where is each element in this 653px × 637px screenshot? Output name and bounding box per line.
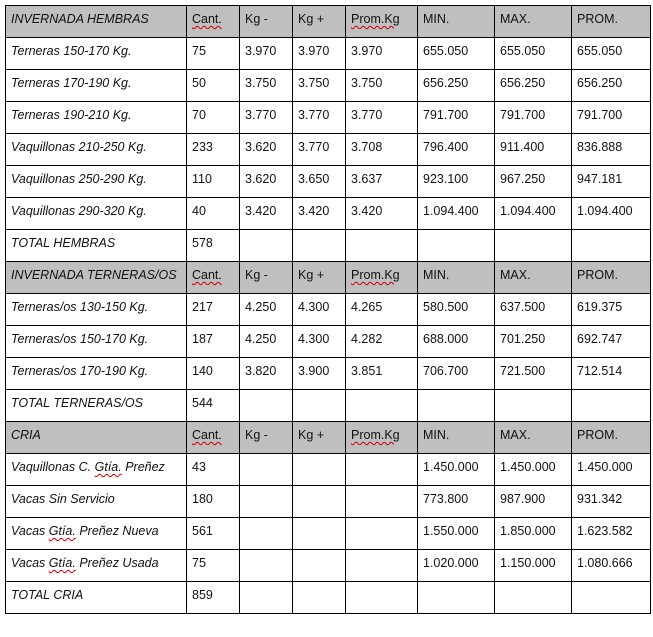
cell-kg-min bbox=[240, 486, 293, 518]
row-label: Vaquillonas 290-320 Kg. bbox=[6, 198, 187, 230]
column-header-label: Kg + bbox=[298, 428, 325, 442]
spellcheck-word: Gtía. bbox=[48, 524, 76, 538]
cell-prom-kg: 4.282 bbox=[346, 326, 418, 358]
cell-max: 637.500 bbox=[495, 294, 572, 326]
cell-prom: 655.050 bbox=[572, 38, 651, 70]
cell-prom-kg bbox=[346, 518, 418, 550]
cell-kg-max: 4.300 bbox=[293, 326, 346, 358]
cell-min: 791.700 bbox=[418, 102, 495, 134]
cell-kg-min: 4.250 bbox=[240, 326, 293, 358]
cell-prom: 712.514 bbox=[572, 358, 651, 390]
column-header bbox=[418, 262, 495, 294]
cell-cant: 233 bbox=[187, 134, 240, 166]
row-label: Vaquillonas 210-250 Kg. bbox=[6, 134, 187, 166]
row-label: Terneras 190-210 Kg. bbox=[6, 102, 187, 134]
cell-kg-min bbox=[240, 550, 293, 582]
column-header-label: MIN. bbox=[423, 268, 450, 282]
cell-cant: 75 bbox=[187, 550, 240, 582]
cell-kg-min bbox=[240, 454, 293, 486]
empty-cell bbox=[572, 390, 651, 422]
empty-cell bbox=[418, 230, 495, 262]
row-label: Vaquillonas C. Gtía. Preñez bbox=[6, 454, 187, 486]
column-header-label: Prom.Kg bbox=[351, 268, 400, 282]
total-row bbox=[6, 230, 651, 262]
cell-prom-kg bbox=[346, 550, 418, 582]
cell-kg-min: 3.620 bbox=[240, 134, 293, 166]
empty-cell bbox=[418, 390, 495, 422]
cell-cant: 110 bbox=[187, 166, 240, 198]
section-header-row bbox=[6, 422, 651, 454]
column-header bbox=[346, 422, 418, 454]
cell-prom: 692.747 bbox=[572, 326, 651, 358]
table-row bbox=[6, 70, 651, 102]
row-label: Terneras 170-190 Kg. bbox=[6, 70, 187, 102]
column-header-label: MAX. bbox=[500, 428, 531, 442]
empty-cell bbox=[293, 230, 346, 262]
cell-max: 1.850.000 bbox=[495, 518, 572, 550]
livestock-price-table bbox=[5, 5, 651, 614]
table-row bbox=[6, 102, 651, 134]
table-row bbox=[6, 294, 651, 326]
cell-prom: 1.450.000 bbox=[572, 454, 651, 486]
total-row bbox=[6, 390, 651, 422]
column-header bbox=[418, 422, 495, 454]
cell-prom-kg: 3.637 bbox=[346, 166, 418, 198]
cell-kg-max: 3.650 bbox=[293, 166, 346, 198]
column-header bbox=[572, 6, 651, 38]
column-header bbox=[495, 422, 572, 454]
column-header-label: Kg - bbox=[245, 428, 268, 442]
empty-cell bbox=[346, 230, 418, 262]
empty-cell bbox=[495, 582, 572, 614]
cell-prom-kg bbox=[346, 454, 418, 486]
column-header-label: Kg + bbox=[298, 12, 325, 26]
cell-max: 656.250 bbox=[495, 70, 572, 102]
cell-kg-max bbox=[293, 518, 346, 550]
cell-cant: 180 bbox=[187, 486, 240, 518]
total-cant: 859 bbox=[187, 582, 240, 614]
empty-cell bbox=[240, 390, 293, 422]
cell-kg-min bbox=[240, 518, 293, 550]
column-header bbox=[240, 262, 293, 294]
section-header-row bbox=[6, 6, 651, 38]
cell-kg-min: 3.970 bbox=[240, 38, 293, 70]
column-header bbox=[346, 262, 418, 294]
empty-cell bbox=[572, 230, 651, 262]
cell-min: 706.700 bbox=[418, 358, 495, 390]
cell-kg-max: 3.770 bbox=[293, 134, 346, 166]
cell-kg-min: 4.250 bbox=[240, 294, 293, 326]
empty-cell bbox=[346, 390, 418, 422]
cell-cant: 75 bbox=[187, 38, 240, 70]
cell-max: 911.400 bbox=[495, 134, 572, 166]
empty-cell bbox=[293, 582, 346, 614]
cell-kg-min: 3.620 bbox=[240, 166, 293, 198]
cell-max: 721.500 bbox=[495, 358, 572, 390]
cell-prom-kg: 3.851 bbox=[346, 358, 418, 390]
section-title: INVERNADA TERNERAS/OS bbox=[6, 262, 187, 294]
column-header-label: PROM. bbox=[577, 12, 618, 26]
empty-cell bbox=[495, 390, 572, 422]
cell-prom: 656.250 bbox=[572, 70, 651, 102]
cell-prom: 1.080.666 bbox=[572, 550, 651, 582]
cell-kg-min: 3.820 bbox=[240, 358, 293, 390]
column-header-label: MAX. bbox=[500, 12, 531, 26]
cell-min: 655.050 bbox=[418, 38, 495, 70]
column-header bbox=[495, 6, 572, 38]
column-header-label: MIN. bbox=[423, 428, 450, 442]
cell-prom: 836.888 bbox=[572, 134, 651, 166]
cell-prom-kg: 3.420 bbox=[346, 198, 418, 230]
cell-kg-max: 3.900 bbox=[293, 358, 346, 390]
column-header-label: PROM. bbox=[577, 268, 618, 282]
cell-min: 1.020.000 bbox=[418, 550, 495, 582]
cell-max: 1.450.000 bbox=[495, 454, 572, 486]
cell-min: 1.450.000 bbox=[418, 454, 495, 486]
cell-min: 796.400 bbox=[418, 134, 495, 166]
row-label: Vacas Gtía. Preñez Nueva bbox=[6, 518, 187, 550]
column-header bbox=[495, 262, 572, 294]
cell-kg-max bbox=[293, 550, 346, 582]
cell-prom: 791.700 bbox=[572, 102, 651, 134]
cell-prom: 1.094.400 bbox=[572, 198, 651, 230]
table-row bbox=[6, 550, 651, 582]
cell-prom-kg: 3.970 bbox=[346, 38, 418, 70]
cell-max: 791.700 bbox=[495, 102, 572, 134]
cell-prom-kg bbox=[346, 486, 418, 518]
total-cant: 578 bbox=[187, 230, 240, 262]
cell-prom-kg: 3.708 bbox=[346, 134, 418, 166]
cell-max: 701.250 bbox=[495, 326, 572, 358]
table-row bbox=[6, 38, 651, 70]
empty-cell bbox=[495, 230, 572, 262]
cell-cant: 43 bbox=[187, 454, 240, 486]
cell-kg-max: 3.970 bbox=[293, 38, 346, 70]
column-header-label: MIN. bbox=[423, 12, 450, 26]
total-row bbox=[6, 582, 651, 614]
cell-cant: 217 bbox=[187, 294, 240, 326]
cell-prom: 947.181 bbox=[572, 166, 651, 198]
cell-cant: 187 bbox=[187, 326, 240, 358]
column-header bbox=[240, 422, 293, 454]
cell-kg-min: 3.770 bbox=[240, 102, 293, 134]
cell-kg-max bbox=[293, 486, 346, 518]
empty-cell bbox=[418, 582, 495, 614]
cell-min: 688.000 bbox=[418, 326, 495, 358]
column-header bbox=[572, 262, 651, 294]
total-label: TOTAL CRIA bbox=[6, 582, 187, 614]
cell-min: 1.550.000 bbox=[418, 518, 495, 550]
column-header-label: Kg - bbox=[245, 12, 268, 26]
empty-cell bbox=[240, 230, 293, 262]
total-cant: 544 bbox=[187, 390, 240, 422]
spellcheck-word: Gtía. bbox=[48, 556, 76, 570]
empty-cell bbox=[293, 390, 346, 422]
cell-min: 656.250 bbox=[418, 70, 495, 102]
section-header-row bbox=[6, 262, 651, 294]
row-label: Vacas Gtía. Preñez Usada bbox=[6, 550, 187, 582]
cell-max: 655.050 bbox=[495, 38, 572, 70]
cell-prom: 619.375 bbox=[572, 294, 651, 326]
section-title: CRIA bbox=[6, 422, 187, 454]
cell-min: 1.094.400 bbox=[418, 198, 495, 230]
total-label: TOTAL HEMBRAS bbox=[6, 230, 187, 262]
cell-min: 923.100 bbox=[418, 166, 495, 198]
cell-kg-max: 4.300 bbox=[293, 294, 346, 326]
cell-kg-max: 3.770 bbox=[293, 102, 346, 134]
cell-prom-kg: 3.750 bbox=[346, 70, 418, 102]
cell-kg-max: 3.420 bbox=[293, 198, 346, 230]
cell-max: 987.900 bbox=[495, 486, 572, 518]
row-label: Terneras/os 170-190 Kg. bbox=[6, 358, 187, 390]
cell-min: 773.800 bbox=[418, 486, 495, 518]
row-label: Vacas Sin Servicio bbox=[6, 486, 187, 518]
column-header-label: Cant. bbox=[192, 428, 222, 442]
row-label: Vaquillonas 250-290 Kg. bbox=[6, 166, 187, 198]
table-row bbox=[6, 134, 651, 166]
table-row bbox=[6, 454, 651, 486]
row-label: Terneras/os 130-150 Kg. bbox=[6, 294, 187, 326]
cell-prom-kg: 3.770 bbox=[346, 102, 418, 134]
column-header bbox=[187, 262, 240, 294]
empty-cell bbox=[572, 582, 651, 614]
cell-max: 1.094.400 bbox=[495, 198, 572, 230]
section-title: INVERNADA HEMBRAS bbox=[6, 6, 187, 38]
empty-cell bbox=[346, 582, 418, 614]
cell-kg-min: 3.420 bbox=[240, 198, 293, 230]
cell-kg-max: 3.750 bbox=[293, 70, 346, 102]
row-label: Terneras 150-170 Kg. bbox=[6, 38, 187, 70]
column-header bbox=[293, 262, 346, 294]
table-row bbox=[6, 166, 651, 198]
cell-prom: 1.623.582 bbox=[572, 518, 651, 550]
cell-min: 580.500 bbox=[418, 294, 495, 326]
cell-cant: 70 bbox=[187, 102, 240, 134]
table-row bbox=[6, 518, 651, 550]
column-header-label: Prom.Kg bbox=[351, 428, 400, 442]
row-label: Terneras/os 150-170 Kg. bbox=[6, 326, 187, 358]
column-header bbox=[293, 6, 346, 38]
column-header bbox=[572, 422, 651, 454]
cell-prom-kg: 4.265 bbox=[346, 294, 418, 326]
cell-max: 967.250 bbox=[495, 166, 572, 198]
table-row bbox=[6, 326, 651, 358]
column-header bbox=[187, 6, 240, 38]
column-header-label: Prom.Kg bbox=[351, 12, 400, 26]
column-header-label: Kg - bbox=[245, 268, 268, 282]
total-label: TOTAL TERNERAS/OS bbox=[6, 390, 187, 422]
cell-cant: 561 bbox=[187, 518, 240, 550]
cell-prom: 931.342 bbox=[572, 486, 651, 518]
column-header bbox=[240, 6, 293, 38]
column-header bbox=[346, 6, 418, 38]
column-header-label: MAX. bbox=[500, 268, 531, 282]
cell-kg-min: 3.750 bbox=[240, 70, 293, 102]
column-header bbox=[293, 422, 346, 454]
table-row bbox=[6, 198, 651, 230]
table-row bbox=[6, 358, 651, 390]
column-header-label: Kg + bbox=[298, 268, 325, 282]
column-header bbox=[418, 6, 495, 38]
cell-cant: 140 bbox=[187, 358, 240, 390]
cell-max: 1.150.000 bbox=[495, 550, 572, 582]
column-header-label: Cant. bbox=[192, 12, 222, 26]
cell-cant: 40 bbox=[187, 198, 240, 230]
column-header bbox=[187, 422, 240, 454]
column-header-label: Cant. bbox=[192, 268, 222, 282]
cell-cant: 50 bbox=[187, 70, 240, 102]
empty-cell bbox=[240, 582, 293, 614]
spellcheck-word: Gtía. bbox=[94, 460, 122, 474]
column-header-label: PROM. bbox=[577, 428, 618, 442]
cell-kg-max bbox=[293, 454, 346, 486]
table-row bbox=[6, 486, 651, 518]
